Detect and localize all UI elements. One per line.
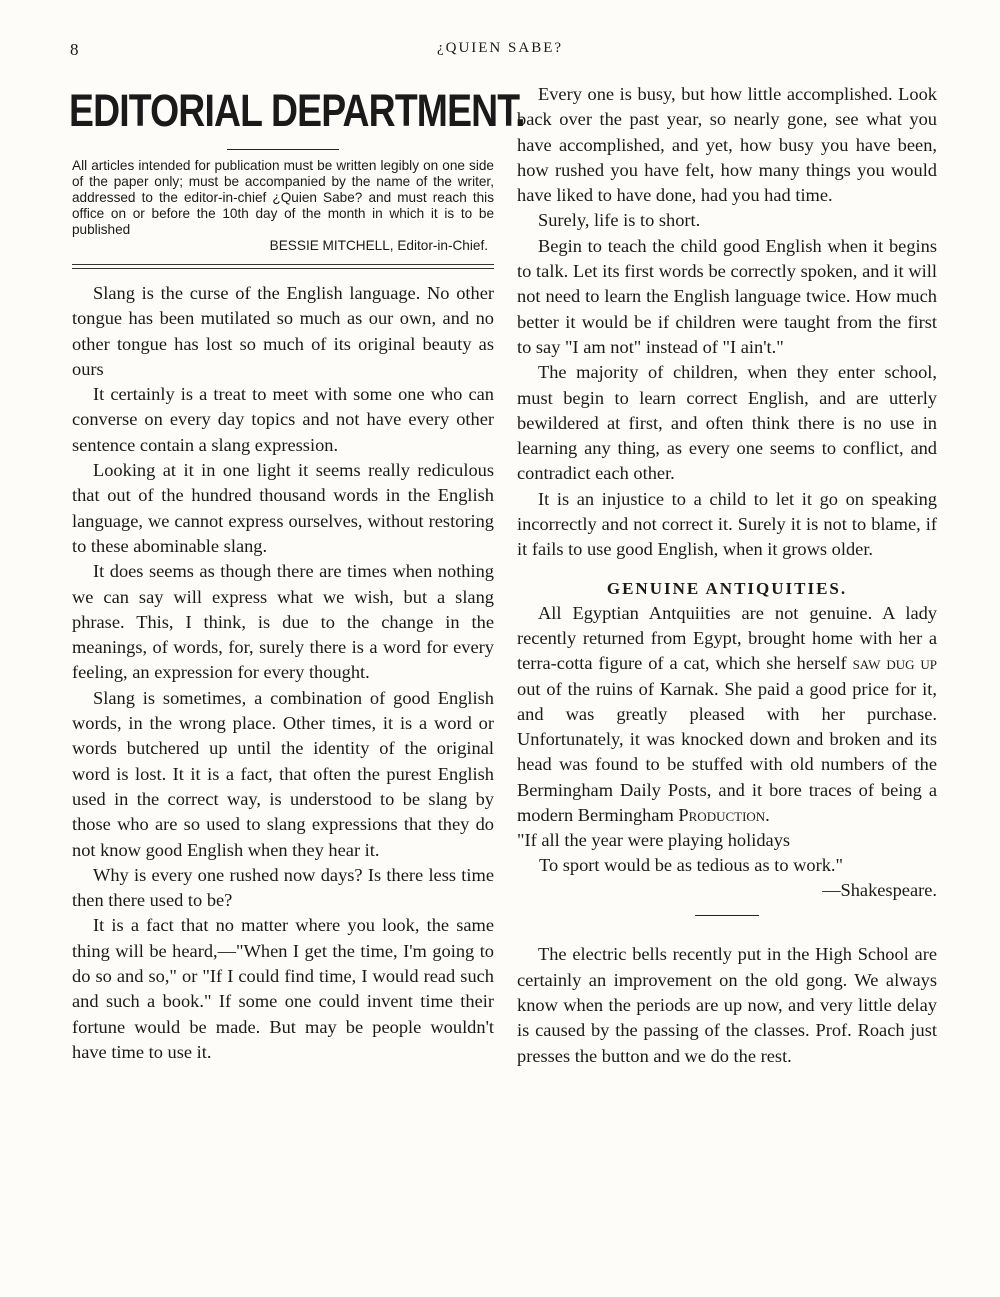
left-column <box>69 82 525 1065</box>
title-rule <box>227 149 339 150</box>
section-rule <box>695 915 759 916</box>
article-paragraph: Slang is sometimes, a combination of good English words, in the wrong place. Other times, it is a word or words butchered up until the identity of the original word is lost. It it is a fact, that often the purest English used in the correct way, is understood to be slang by those who are so used to slang expressions that they do not know good English when they hear it. <box>72 687 494 860</box>
department-title: EDITORIAL DEPARTMENT. <box>69 85 525 136</box>
article-paragraph: Every one is busy, but how little accomplished. Look back over the past year, so nearly gone, see what you have accomplished, and yet, how busy you have been, how rushed you have felt, how many things you would have liked to have done, had you had time. <box>517 84 937 206</box>
section-divider <box>72 264 494 269</box>
article-paragraph: It does seems as though there are times when nothing we can say will express what we wish, but a slang phrase. This, I think, is due to the change in the meanings, of words, for, surely there is a word for every feeling, an expression for every thought. <box>72 561 494 683</box>
article-paragraph: Slang is the curse of the English language. No other tongue has been mutilated so much as our own, and no other tongue has lost so much of its original beauty as ours <box>72 283 494 379</box>
article-paragraph: The majority of children, when they enter school, must begin to learn correct English, and are utterly bewildered at first, and often think there is no use in learning any thing, as every one seems to conflict, and contradict each other. <box>517 362 937 484</box>
article-paragraph: Begin to teach the child good English when it begins to talk. Let its first words be correctly spoken, and it will not need to learn the English language twice. How much better it would be if children were taught from the first to say "I am not" instead of "I ain't." <box>517 235 937 357</box>
closing-paragraph: The electric bells recently put in the High School are certainly an improvement on the old gong. We always know when the periods are up now, and very little delay is caused by the passing of the classes. Prof. Roach just presses the button and we do the rest. <box>517 944 937 1066</box>
article-paragraph: It is an injustice to a child to let it go on speaking incorrectly and not correct it. Surely it is not to blame, if it fails to use good English, when it grows older. <box>517 488 937 560</box>
article-paragraph: Why is every one rushed now days? Is there less time then there used to be? <box>72 864 494 911</box>
right-column <box>517 82 937 1069</box>
quote-line: "If all the year were playing holidays <box>517 830 791 851</box>
submission-notice: All articles intended for publication must be written legibly on one side of the paper only; must be accompanied by the name of the writer, addressed to the editor-in-chief ¿Quien Sabe? and must reach this office on or before the 10th day of the month in which it is to be published <box>72 158 494 237</box>
quote-line: To sport would be as tedious as to work." <box>539 855 844 876</box>
antiquities-text-after: out of the ruins of Karnak. She paid a good price for it, and was greatly pleased with her purchase. Unfortunately, it was knocked down and broken and its head was found to be stuffed with old numbers of the Bermingham Daily Posts, and it bore traces of being a modern Bermingham <box>517 678 937 826</box>
quote-attribution: —Shakespeare. <box>822 880 937 901</box>
antiquities-heading: GENUINE ANTIQUITIES. <box>606 578 848 598</box>
antiquities-small-caps: saw dug up <box>852 653 937 674</box>
article-paragraph: It certainly is a treat to meet with some one who can converse on every day topics and not have every other sentence contain a slang expression. <box>72 384 494 455</box>
editor-signature: BESSIE MITCHELL, Editor-in-Chief. <box>269 238 488 253</box>
article-paragraph: Surely, life is to short. <box>538 210 701 231</box>
article-paragraph: Looking at it in one light it seems really rediculous that out of the hundred thousand words in the English language, we cannot express ourselves, without restoring to these abominable slang. <box>72 460 494 556</box>
running-title: ¿QUIEN SABE? <box>436 40 564 56</box>
antiquities-text-before: All Egyptian Antquiities are not genuine. A lady recently returned from Egypt, brought home with her a terra-cotta figure of a cat, which she herself <box>517 602 937 674</box>
antiquities-paragraph <box>517 601 937 829</box>
antiquities-small-caps: Production. <box>678 805 770 826</box>
page-number: 8 <box>70 40 79 59</box>
article-paragraph: It is a fact that no matter where you look, the same thing will be heard,—"When I get the time, I'm going to do so and so," or "If I could find time, I would read such and such a book." If some one could invent time their fortune would be made. But may be people wouldn't have time to use it. <box>72 915 494 1062</box>
